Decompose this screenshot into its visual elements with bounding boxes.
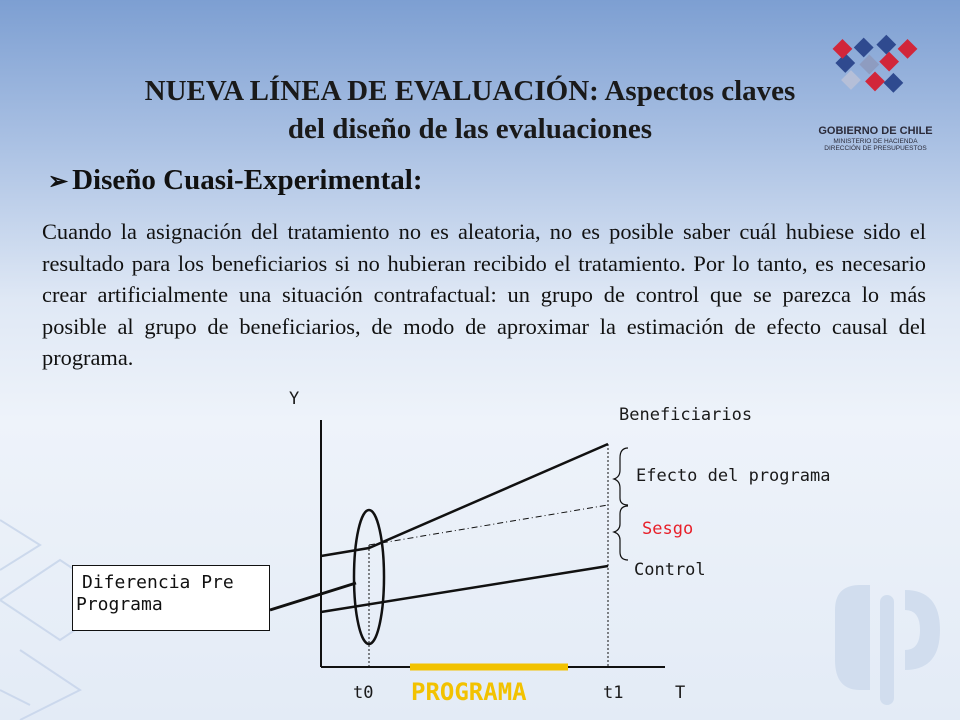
callout-line-1: Diferencia Pre	[82, 572, 234, 593]
logo-ministerio: MINISTERIO DE HACIENDA	[833, 138, 918, 145]
logo-title: GOBIERNO DE CHILE	[818, 125, 933, 137]
arrow-bullet-icon: ➢	[48, 169, 69, 195]
callout-connector	[270, 583, 356, 610]
control-line	[321, 566, 608, 612]
pre-program-difference-callout	[72, 565, 270, 631]
sesgo-brace	[614, 506, 628, 560]
control-label: Control	[634, 560, 706, 580]
logo-direccion: DIRECCIÓN DE PRESUPUESTOS	[824, 145, 927, 152]
title-line-1: NUEVA LÍNEA DE EVALUACIÓN: Aspectos claves	[144, 75, 796, 107]
efecto-brace	[614, 448, 628, 505]
section-heading-text: Diseño Cuasi-Experimental:	[72, 164, 423, 196]
x-axis-label: T	[675, 683, 686, 703]
beneficiarios-label: Beneficiarios	[619, 405, 753, 425]
beneficiarios-line	[321, 444, 608, 556]
efecto-label: Efecto del programa	[636, 466, 831, 486]
title-line-2: del diseño de las evaluaciones	[287, 113, 653, 145]
y-axis-label: Y	[289, 389, 300, 409]
t0-label: t0	[353, 683, 374, 703]
program-label: PROGRAMA	[411, 678, 527, 706]
counterfactual-line	[369, 505, 608, 545]
t1-label: t1	[603, 683, 624, 703]
sesgo-label: Sesgo	[642, 519, 694, 539]
callout-line-2: Programa	[76, 594, 163, 615]
body-paragraph: Cuando la asignación del tratamiento no es aleatoria, no es posible saber cuál hubiese sido el resultado para los beneficiarios si no hubieran recibido el tratamiento. Por lo tanto, es necesario crear artificialmente una situación contrafactual: un grupo de control que se parezca lo más posible al grupo de beneficiarios, de modo de aproximar la estimación de efecto causal del programa.	[42, 219, 926, 370]
